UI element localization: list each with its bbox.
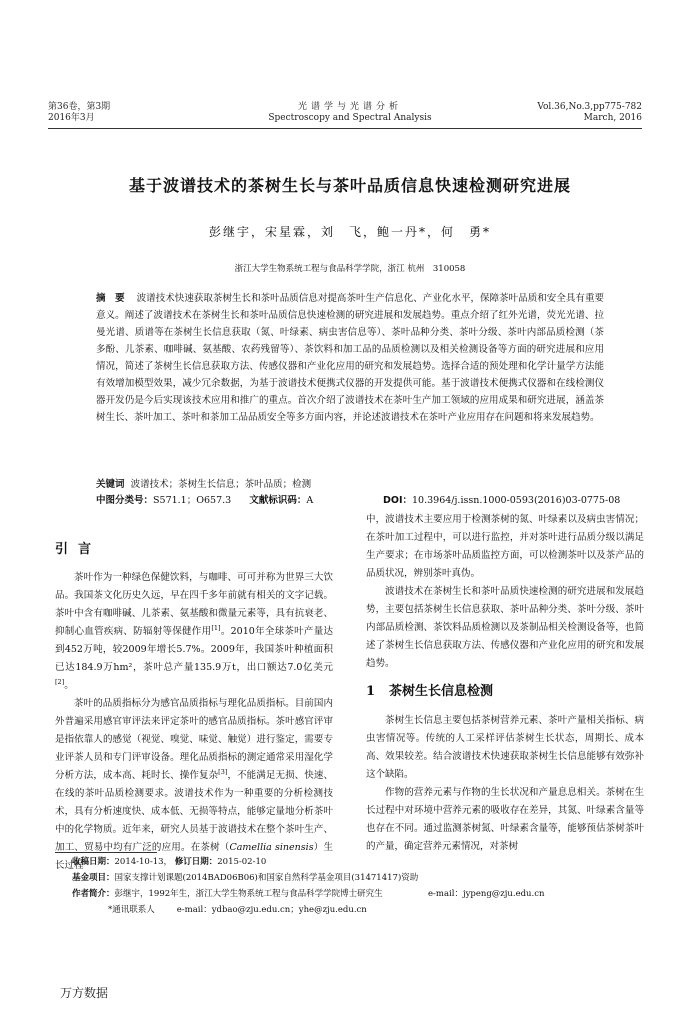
paper-title: 基于波谱技术的茶树生长与茶叶品质信息快速检测研究进展 bbox=[128, 176, 571, 195]
abstract bbox=[96, 290, 604, 426]
section-title: 茶树生长信息检测 bbox=[389, 684, 494, 699]
citation-ref: [1] bbox=[211, 623, 221, 632]
keywords-text: 波谱技术；茶树生长信息；茶叶品质；检测 bbox=[130, 479, 312, 490]
body-column-left bbox=[55, 511, 333, 875]
footnote-divider bbox=[55, 852, 157, 853]
citation-ref: [3] bbox=[218, 767, 228, 776]
author-list: 彭继宇，宋星霖，刘 飞，鲍一丹*，何 勇* bbox=[208, 225, 491, 239]
publication-date: 2016年3月 bbox=[48, 113, 95, 123]
journal-pages-info bbox=[537, 102, 642, 124]
section-heading-1 bbox=[366, 683, 644, 701]
section-heading-intro: 引言 bbox=[55, 542, 102, 557]
journal-name-en: Spectroscopy and Spectral Analysis bbox=[268, 113, 432, 123]
latin-species-name: Camellia sinensis bbox=[229, 842, 314, 853]
section-1-paragraph-2: 作物的营养元素与作物的生长状况和产量息息相关。茶树在生长过程中对环境中营养元素的吸收存在差异，其氮、叶绿素含量等也存在不同。通过监测茶树氮、叶绿素含量等，能够预估茶树茶叶的产量，确定营养元素情况，对茶树 bbox=[366, 787, 644, 852]
doi bbox=[383, 492, 620, 506]
section-number: 1 bbox=[366, 684, 376, 699]
issue-month: March, 2016 bbox=[583, 113, 642, 123]
intro-paragraph-2-continued: 中，波谱技术主要应用于检测茶树的氮、叶绿素以及病虫害情况；在茶叶加工过程中，可以进行监控，并对茶叶进行品质分级以满足生产要求；在市场茶叶品质监控方面，可以检测茶叶以及茶产品的品质状况，辨别茶叶真伪。 bbox=[366, 514, 644, 579]
body-column-right bbox=[366, 511, 644, 856]
clc-label: 中图分类号： bbox=[96, 495, 154, 506]
abstract-text: 波谱技术快速获取茶树生长和茶叶品质信息对提高茶叶生产信息化、产业化水平，保障茶叶品质和安全具有重要意义。阐述了波谱技术在茶树生长和茶叶品质信息快速检测的研究进展和发展趋势。重点介绍了红外光谱，荧光光谱、拉曼光谱、质谱等在茶树生长信息获取（氮、叶绿素、病虫害信息等）、茶叶品种分类、茶叶分级、茶叶内部品质检测（茶多酚、儿茶素、咖啡碱、氨基酸、农药残留等）、茶饮料和加工品的品质检测以及相关检测设备等方面的研究进展和应用情况，简述了茶树生长信息获取方法、传感仪器和产业化应用的研究和发展趋势。选择合适的预处理和化学计量学方法能有效增加模型效果，减少冗余数据，为基于波谱技术便携式仪器的开发提供可能。基于波谱技术便携式仪器和在线检测仪器开发仍是今后实现该技术应用和推广的重点。首次介绍了波谱技术在茶叶生产加工领域的应用成果和研究进展，涵盖茶树生长、茶叶加工、茶叶和茶加工品品质安全等多方面内容，并论述波谱技术在茶叶产业应用存在问题和将来发展趋势。 bbox=[96, 293, 604, 423]
section-1-paragraph-1: 茶树生长信息主要包括茶树营养元素、茶叶产量相关指标、病虫害情况等。传统的人工采样评估茶树生长状态，周期长、成本高、效果较差。结合波谱技术快速获取茶树生长信息能够有效弥补这个缺陷。 bbox=[366, 715, 644, 780]
doi-label: DOI： bbox=[383, 495, 412, 506]
doc-code-label: 文献标识码： bbox=[249, 495, 307, 506]
keywords bbox=[96, 476, 311, 490]
footnote-author-bio: 作者简介：彭继宇，1992年生，浙江大学生物系统工程与食品科学学院博士研究生 e-mail：jypeng@zju.edu.cn bbox=[72, 889, 545, 899]
intro-paragraph-2: 茶叶的品质指标分为感官品质指标与理化品质指标。目前国内外普遍采用感官审评法来评定茶叶的感官品质指标。茶叶感官评审是指依靠人的感觉（视觉、嗅觉、味觉、触觉）进行鉴定，需要专业评茶人员和专门评审设备。理化品质指标的测定通常采用湿化学分析方法，成本高、耗时长、操作复杂[3]，不能满足无损、快速、在线的茶叶品质检测要求。波谱技术作为一种重要的分析检测技术，具有分析速度快、成本低、无损等特点，能够定量地分析茶叶中的化学物质。近年来，研究人员基于波谱技术在整个茶叶生产、加工、贸易中均有广泛的应用。在茶树（Camellia sinensis）生长过程 bbox=[55, 698, 333, 871]
header-divider bbox=[48, 128, 642, 129]
intro-paragraph-3: 波谱技术在茶树生长和茶叶品质快速检测的研究进展和发展趋势，主要包括茶树生长信息获取、茶叶品种分类、茶叶分级、茶叶内部品质检测、茶饮料品质检测以及茶制品相关检测设备等，也简述了茶树生长信息获取方法、传感仪器和产业化应用的研究和发展趋势。 bbox=[366, 586, 644, 669]
classification-line bbox=[96, 492, 621, 506]
footnote-funding: 基金项目：国家支撑计划课题(2014BAD06B06)和国家自然科学基金项目(31471417)资助 bbox=[72, 873, 419, 883]
abstract-label: 摘 要 bbox=[96, 293, 125, 304]
author-email: e-mail：jypeng@zju.edu.cn bbox=[428, 889, 545, 899]
volume-issue: 第36卷，第3期 bbox=[48, 102, 111, 112]
footnote-dates: 收稿日期：2014-10-13， 修订日期：2015-02-10 bbox=[72, 857, 267, 867]
volume-pages: Vol.36,No.3,pp775-782 bbox=[537, 102, 642, 112]
journal-name-cn: 光谱学与光谱分析 bbox=[297, 102, 402, 112]
corresponding-email: e-mail：ydbao@zju.edu.cn；yhe@zju.edu.cn bbox=[176, 905, 367, 915]
watermark: 万方数据 bbox=[60, 986, 109, 1000]
footnote-corresponding: *通讯联系人 e-mail：ydbao@zju.edu.cn；yhe@zju.edu.cn bbox=[108, 905, 367, 915]
doi-value: 10.3964/j.issn.1000-0593(2016)03-0775-08 bbox=[412, 495, 621, 506]
keywords-label: 关键词 bbox=[96, 479, 125, 490]
clc-value: S571.1；O657.3 bbox=[153, 495, 232, 506]
intro-paragraph-1: 茶叶作为一种绿色保健饮料，与咖啡、可可并称为世界三大饮品。我国茶文化历史久远，早在四千多年前就有相关的文字记载。茶叶中含有咖啡碱、儿茶素、氨基酸和微量元素等，具有抗衰老、抑制心血管疾病、防辐射等保健作用[1]。2010年全球茶叶产量达到452万吨，较2009年增长5.7%。2009年，我国茶叶种植面积已达184.9万hm²，茶叶总产量135.9万t，出口额达7.0亿美元[2]。 bbox=[55, 572, 333, 691]
doc-code-value: A bbox=[306, 495, 314, 506]
affiliation: 浙江大学生物系统工程与食品科学学院，浙江 杭州 310058 bbox=[234, 264, 466, 274]
citation-ref: [2] bbox=[55, 677, 65, 686]
